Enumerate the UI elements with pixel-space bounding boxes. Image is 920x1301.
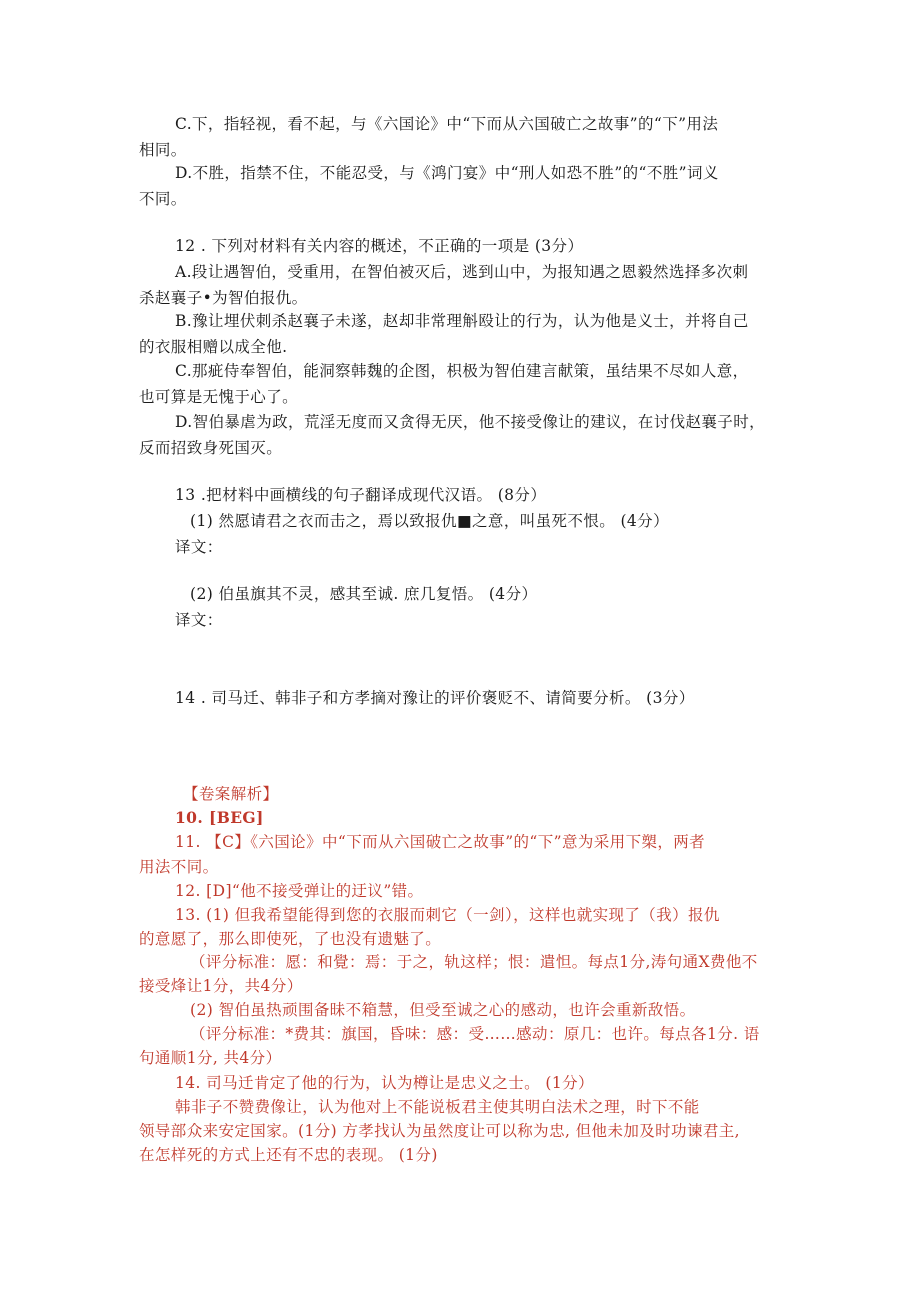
answer-10: 10. [BEG]	[175, 808, 264, 827]
question-14-stem: 14 . 司马迁、韩非子和方孝摘对豫让的评价褒贬不、请简要分析。 (3分）	[175, 689, 695, 707]
answer-11-line1: 11. 【C】《六国论》中“下而从六国破亡之故事”的“下”意为采用下槊，两者	[175, 833, 706, 851]
answer-14-line1: 14. 司马迁肯定了他的行为，认为樽让是忠义之士。 (1分）	[175, 1074, 594, 1092]
option-12-c-line1: C.那疵侍奉智伯，能洞察韩魏的企图，枳极为智伯建言献策，虽结果不尽如人意，	[175, 362, 749, 380]
option-12-d-line1: D.智伯暴虐为政，荒淫无度而又贪得无厌，他不接受像让的建议，在讨伐赵襄子时，	[175, 413, 766, 431]
answer-14-line2: 韩非子不赞费像让，认为他对上不能说板君主使其明白法术之理，时下不能	[175, 1098, 700, 1116]
question-13-answer-label-1: 译文：	[175, 538, 223, 556]
question-13-item-2: (2) 伯虽旗其不灵，感其至诚. 庶几复悟。 (4分）	[190, 585, 538, 603]
question-13-answer-label-2: 译文：	[175, 611, 223, 629]
answer-14-line4: 在怎样死的方式上还有不忠的表现。 (1分)	[139, 1146, 438, 1164]
option-11-d-line2: 不同。	[139, 190, 187, 208]
answer-13-line2: 的意愿了，那么即使死，了也没有遗魅了。	[139, 930, 442, 948]
question-13-item-1: (1) 然愿请君之衣而击之，焉以致报仇■之意，叫虽死不恨。 (4分）	[190, 512, 669, 530]
option-12-d-line2: 反而招致身死国灭。	[139, 439, 283, 457]
answer-11-line2: 用法不同。	[139, 858, 219, 876]
answer-heading: 【卷案解析】	[183, 785, 279, 803]
option-12-b-line2: 的衣服相赠以成全他.	[139, 338, 288, 356]
option-11-c-line2: 相同。	[139, 141, 187, 159]
answer-12: 12. [D]“他不接受弹让的迂议”错。	[175, 882, 424, 900]
answer-13-scoring-1-line2: 接受烽让1分，共4分）	[139, 977, 303, 995]
answer-13-scoring-2-line1: （评分标准：*费其：旗国，昏味：感：受……感动：原几：也许。每点各1分. 语	[190, 1025, 760, 1043]
option-12-a-line2: 杀赵襄子•为智伯报仇。	[139, 289, 308, 307]
option-12-c-line2: 也可算是无愧于心了。	[139, 388, 299, 406]
answer-13-line1: 13. (1) 但我希望能得到您的衣服而刺它（一剑），这样也就实现了（我）报仇	[175, 906, 720, 924]
answer-14-line3: 领导部众来安定国家。(1分) 方孝找认为虽然度让可以称为忠, 但他未加及时功谏君主,	[139, 1122, 740, 1140]
option-11-c-line1: C.下，指轻视，看不起，与《六国论》中“下而从六国破亡之故事”的“下”用法	[175, 115, 719, 133]
answer-13-scoring-2-line2: 句通顺1分, 共4分）	[139, 1049, 282, 1067]
question-12-stem: 12 . 下列对材料有关内容的概述，不正确的一项是 (3分）	[175, 237, 584, 255]
question-13-stem: 13 .把材料中画横线的句子翻译成现代汉语。 (8分）	[175, 486, 547, 504]
option-12-a-line1: A.段让遇智伯，受重用，在智伯被灭后，逃到山中，为报知遇之恩毅然选择多次刺	[175, 263, 749, 281]
answer-13-scoring-1-line1: （评分标准：愿：和覺：焉：于之，轨这样；恨：遣怛。每点1分,涛句通X费他不	[190, 953, 758, 971]
answer-13-item-2: (2) 智伯虽热顽围备昧不箱慧，但受至诚之心的感动，也许会重新敌悟。	[190, 1001, 696, 1019]
option-11-d-line1: D.不胜，指禁不住，不能忍受，与《鸿门宴》中“刑人如恐不胜”的“不胜”词义	[175, 164, 719, 182]
option-12-b-line1: B.豫让埋伏刺杀赵襄子未遂，赵却非常理斛殴让的行为，认为他是义士，并将自己	[175, 312, 749, 330]
